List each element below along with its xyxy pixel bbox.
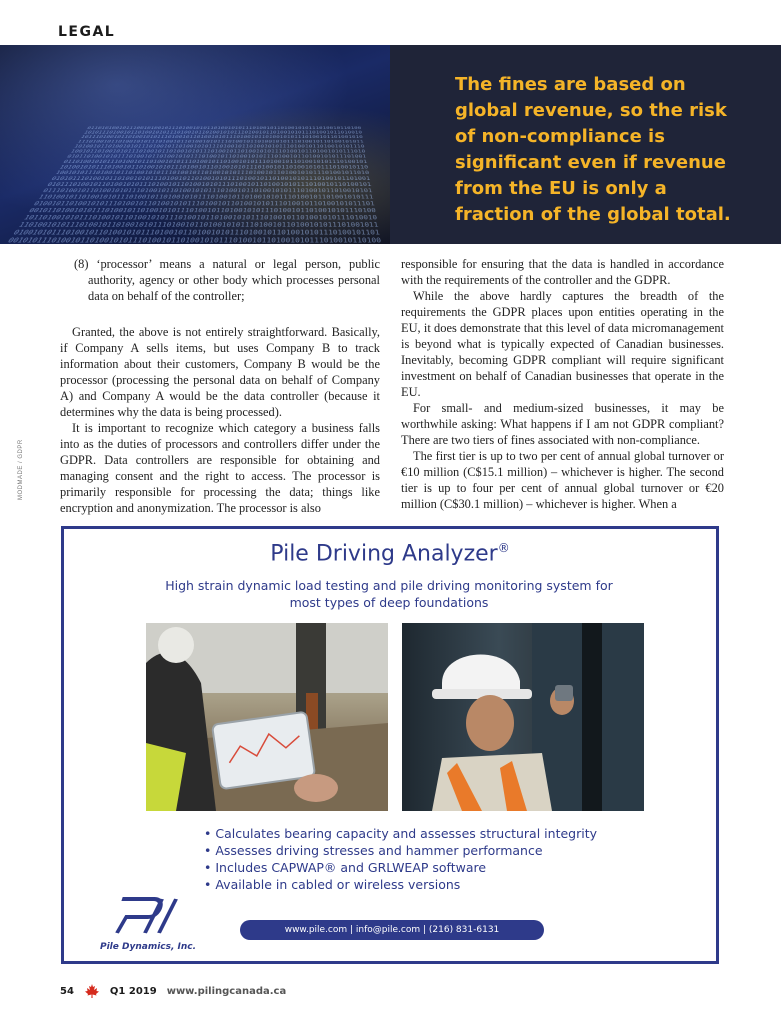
sensor-install-photo: [402, 623, 644, 811]
feature-item: • Available in cabled or wireless versions: [204, 877, 461, 892]
paragraph: For small- and medium-sized businesses, it may be worthwhile asking: What happens if I am not GDPR compliant? There are two tiers of fines associated with non-compliance.: [401, 401, 724, 447]
registered-mark: ®: [497, 541, 510, 555]
contact-link-bar[interactable]: www.pile.com | info@pile.com | (216) 831-6131: [240, 920, 544, 940]
definition-item: [60, 256, 380, 304]
field-tablet-photo: [146, 623, 388, 811]
pile-dynamics-logo: [94, 893, 204, 955]
header-banner: [0, 45, 781, 244]
issue-label: Q1 2019: [109, 985, 157, 997]
pull-quote: The fines are based on global revenue, so the risk of non-compliance is significant even if revenue from the EU is only a fraction of the global total.: [455, 74, 731, 225]
article-column-left: [60, 256, 380, 516]
section-label: LEGAL: [58, 24, 116, 40]
pile-driving-analyzer-ad: [61, 526, 719, 964]
feature-list: [204, 825, 597, 893]
ad-subtitle: High strain dynamic load testing and pile driving monitoring system for most types of deep foundations: [165, 578, 613, 610]
photo-credit: MODMADE / GDPR: [18, 439, 24, 500]
paragraph: It is important to recognize which category a business falls into as the duties of processors and controllers differ under the GDPR. Data controllers are responsible for obtaining and managing consent and the right to access. The processor is primarily responsible for processing the data; things like encryption and anonymization. The processor is also: [60, 421, 380, 515]
binary-eu-map-image: 0110101001011100101001011101001010110100101011101001011010010101110100101101001010111010010110100101011101001011010010101110100101101001010111010010110100101011101001011010010101110100101101001010111010010110100101011101001011010010101110100101101001010111010010110100101011101001011010010101110100101101001010111010010110100101011101001011010010101110100101101001010111010010110100101011101001011010010101110100101101001010111010010110100101011101001011010010101110100101101001010111010010110100101011101001011010010101110100101101001010111010010110100101011101001011010010101110100101101001010111010010110100101011101001011010010101110100101101001010111010010110100101011101001011010010101110100101101001010111010010110100101011101001011010010101110100101101001010111010010110100101011101001011010010101110100101101001010111010010110100101011101001011010010101110100101101001010111010010110100101011101001011010010101110100101101001010111010010110100101011101001011010010101110100101101001010111010010110100101011101001011010010101110100101101001010111010010110100101011101001011010010101110100101101001010111010010110100101011101001011010010101110100101101001010111010010110100101011101001011010010101110100101101001010111010010110100101011101001011010010101110100101101001010111010010110100101011101001011010010101110100101101001010111010010110100101011101001011010010101110100101101001010111010010110100101011101001011010010101110100101101001010111010010110100101011101001011010010101110100101101001010111010010110100101011101001011010010101110100101101001010111010010110100101011101001011010010101110100101101001010111010010110100101011101001011010010101110100101101001010111010010110100101011101001011: [0, 45, 390, 244]
ad-title: [64, 541, 716, 566]
article-column-right: [401, 256, 724, 512]
svg-text:Pile Dynamics, Inc.: Pile Dynamics, Inc.: [100, 942, 197, 952]
feature-item: • Calculates bearing capacity and assesses structural integrity: [204, 826, 597, 841]
website-link[interactable]: www.pilingcanada.ca: [166, 985, 287, 997]
ad-title-text: Pile Driving Analyzer: [270, 541, 498, 567]
paragraph-continuation: responsible for ensuring that the data is handled in accordance with the requirements of the controller and the GDPR.: [401, 257, 724, 287]
paragraph: Granted, the above is not entirely straightforward. Basically, if Company A sells items, but uses Company B to track information about their customers, Company B would be the processor (processing the personal data on behalf of Company A) and Company A would be the data controller (because it determines why the data is being processed).: [60, 325, 380, 419]
definition-text: (8) ‘processor’ means a natural or legal person, public authority, agency or other body which processes personal data on behalf of the controller;: [74, 257, 380, 303]
page-footer: [60, 983, 286, 999]
maple-leaf-icon: [84, 983, 100, 999]
feature-item: • Includes CAPWAP® and GRLWEAP software: [204, 860, 487, 875]
feature-item: • Assesses driving stresses and hammer performance: [204, 843, 543, 858]
paragraph: While the above hardly captures the breadth of the requirements the GDPR places upon entities operating in the EU, it does demonstrate that this level of data micromanagement is beyond what is typically expected of Canadian businesses. Inevitably, becoming GDPR compliant will require significant investment on behalf of Canadian businesses that operate in the EU.: [401, 289, 724, 399]
paragraph: The first tier is up to two per cent of annual global turnover or €10 million (C$15.1 million) – whichever is higher. The second tier is up to four per cent of annual global turnover or €20 million (C$30.1 million) – whichever is higher. When a: [401, 449, 724, 511]
page-number: 54: [60, 985, 74, 997]
